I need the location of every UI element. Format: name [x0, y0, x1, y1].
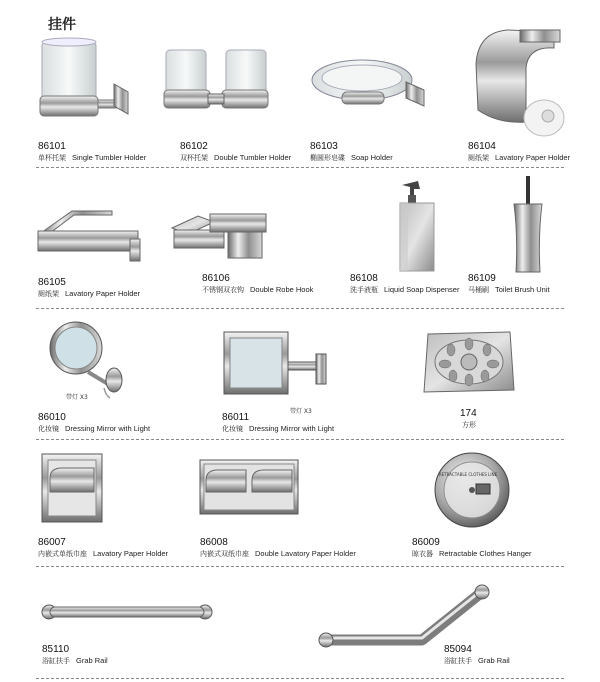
- product-code: 86104: [468, 141, 496, 152]
- soap-holder-icon: [310, 56, 430, 112]
- soap-dispenser-icon: [396, 177, 446, 277]
- product-description: 单杯托架 Single Tumbler Holder: [38, 153, 147, 162]
- product-code: 86008: [200, 537, 228, 548]
- product-description: 化妆镜 Dressing Mirror with Light: [222, 424, 335, 433]
- lighting-note: 带灯 X3: [290, 408, 312, 415]
- product-description: 马桶刷 Toilet Brush Unit: [468, 285, 550, 294]
- toilet-brush-icon: [508, 176, 548, 278]
- floor-drain-icon: [420, 326, 520, 402]
- product-description: 晾衣器 Retractable Clothes Hanger: [412, 549, 532, 558]
- product-code: 86109: [468, 273, 496, 284]
- product-code: 86007: [38, 537, 66, 548]
- paper-holder-icon: [468, 24, 568, 136]
- square-mirror-icon: [222, 330, 332, 400]
- open-paper-holder-icon: [36, 205, 146, 265]
- product-code: 86011: [222, 412, 250, 423]
- row-divider: [36, 566, 564, 567]
- product-description: 厕纸架 Lavatory Paper Holder: [468, 153, 571, 162]
- product-description: 内嵌式单纸巾座 Lavatory Paper Holder: [38, 549, 169, 558]
- product-description: 方形: [462, 421, 476, 429]
- double-tumbler-holder-icon: [164, 46, 274, 116]
- product-description: 化妆镜 Dressing Mirror with Light: [38, 424, 151, 433]
- product-code: 86101: [38, 141, 66, 152]
- product-code: 86010: [38, 412, 66, 423]
- product-description: 不锈钢双衣钩 Double Robe Hook: [202, 285, 314, 294]
- straight-grab-rail-icon: [40, 600, 216, 628]
- robe-hook-icon: [170, 208, 270, 264]
- product-code: 86108: [350, 273, 378, 284]
- product-description: 厕纸架 Lavatory Paper Holder: [38, 289, 141, 298]
- round-mirror-icon: [48, 318, 128, 398]
- recessed-paper-holder-icon: [40, 452, 106, 526]
- product-code: 174: [460, 408, 477, 419]
- product-description: 浴缸扶手 Grab Rail: [42, 656, 108, 665]
- product-code: 86009: [412, 537, 440, 548]
- row-divider: [36, 678, 564, 679]
- clothes-hanger-icon: [432, 450, 512, 530]
- product-code: 86103: [310, 141, 338, 152]
- product-description: 双杯托架 Double Tumbler Holder: [180, 153, 292, 162]
- product-code: 85110: [42, 644, 70, 655]
- product-description: 浴缸扶手 Grab Rail: [444, 656, 510, 665]
- row-divider: [36, 167, 564, 168]
- single-tumbler-holder-icon: [36, 36, 136, 136]
- product-code: 86105: [38, 277, 66, 288]
- product-description: 内嵌式双纸巾座 Double Lavatory Paper Holder: [200, 549, 356, 558]
- row-divider: [36, 439, 564, 440]
- product-code: 85094: [444, 644, 472, 655]
- catalog-title: 挂件: [48, 17, 76, 33]
- row-divider: [36, 308, 564, 309]
- double-recessed-paper-holder-icon: [198, 458, 302, 516]
- product-description: 椭圆形皂碟 Soap Holder: [310, 153, 393, 162]
- hanger-label: RETRACTABLE CLOTHES LINE: [438, 472, 498, 477]
- product-code: 86106: [202, 273, 230, 284]
- lighting-note: 带灯 X3: [66, 394, 88, 401]
- product-description: 洗手液瓶 Liquid Soap Dispenser: [350, 285, 460, 294]
- product-code: 86102: [180, 141, 208, 152]
